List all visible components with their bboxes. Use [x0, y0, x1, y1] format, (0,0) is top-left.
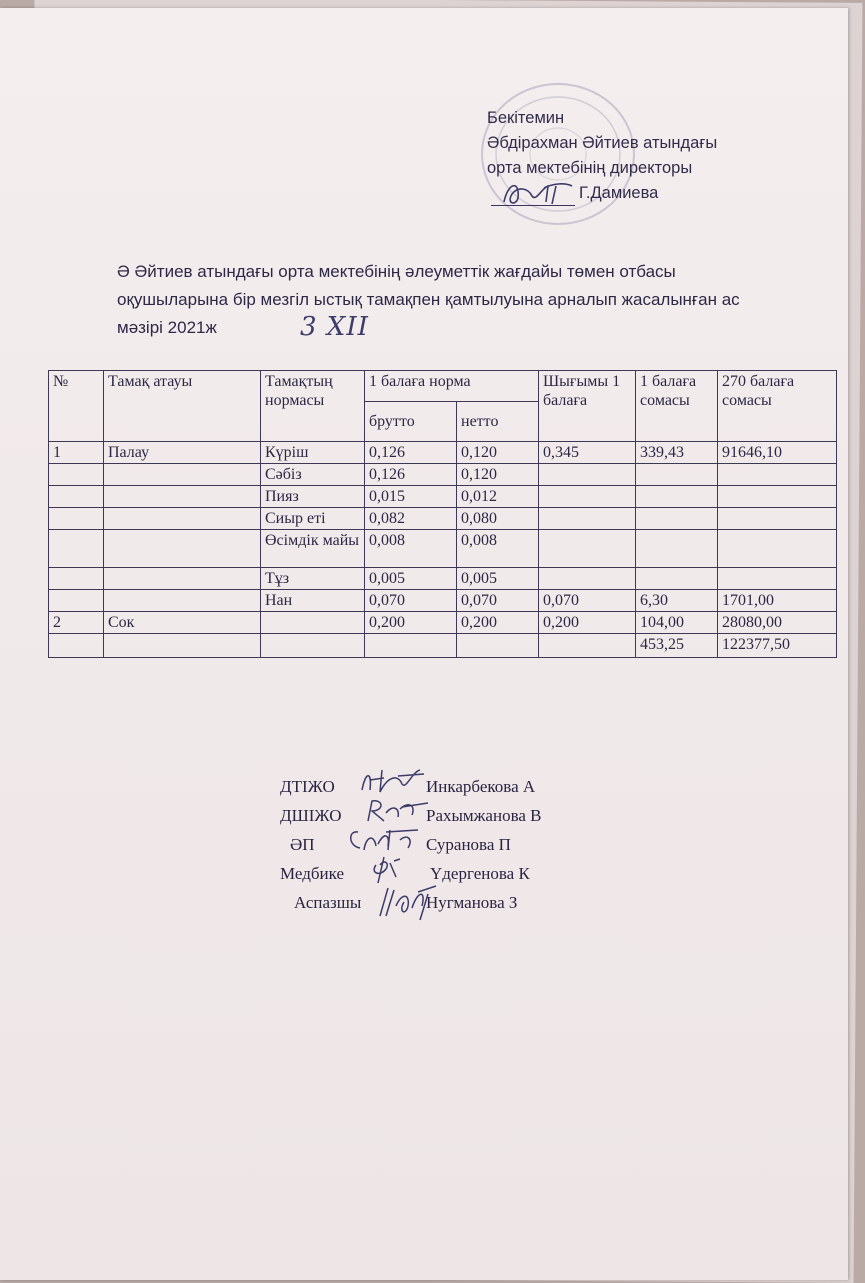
cell-netto: 0,080 [457, 508, 539, 530]
cell-sum1 [636, 464, 718, 486]
cell-expense [539, 530, 636, 568]
signatory-role: Аспазшы [294, 893, 362, 912]
cell-expense [539, 464, 636, 486]
director-signature [498, 176, 582, 210]
cell-no: 1 [49, 442, 104, 464]
table-row [49, 590, 837, 612]
cell-item: Нан [261, 590, 365, 612]
cell-item: Сәбіз [261, 464, 365, 486]
cell-brutto: 0,200 [365, 612, 457, 634]
cell-sum1 [636, 530, 718, 568]
header-norm: Тамақтың нормасы [261, 371, 365, 442]
cell-sum270: 1701,00 [718, 590, 837, 612]
menu-table [48, 370, 837, 658]
signature [358, 766, 428, 798]
cell-brutto: 0,070 [365, 590, 457, 612]
table-row [49, 530, 837, 568]
table-row [49, 464, 837, 486]
cell-sum1: 339,43 [636, 442, 718, 464]
signatory-name: Рахымжанова В [426, 806, 542, 825]
cell-netto: 0,120 [457, 464, 539, 486]
cell-no [49, 464, 104, 486]
cell-brutto: 0,126 [365, 442, 457, 464]
cell-item [261, 612, 365, 634]
cell-name [104, 508, 261, 530]
cell-expense: 0,345 [539, 442, 636, 464]
cell-netto: 0,070 [457, 590, 539, 612]
header-no: № [49, 371, 104, 442]
cell-brutto: 0,126 [365, 464, 457, 486]
cell-expense [539, 568, 636, 590]
director-name: Г.Дамиева [579, 184, 659, 202]
approval-line-1: Бекітемин [487, 109, 565, 127]
cell-name [104, 530, 261, 568]
cell-sum1: 104,00 [636, 612, 718, 634]
signature [344, 824, 424, 856]
cell-brutto [365, 634, 457, 658]
cell-no [49, 486, 104, 508]
cell-no [49, 530, 104, 568]
cell-sum270: 91646,10 [718, 442, 837, 464]
cell-no: 2 [49, 612, 104, 634]
cell-expense: 0,200 [539, 612, 636, 634]
header-netto: нетто [457, 402, 539, 442]
cell-item: Өсімдік майы [261, 530, 365, 568]
cell-sum270 [718, 568, 837, 590]
cell-name [104, 464, 261, 486]
cell-sum270 [718, 486, 837, 508]
signatory-name: Нугманова З [426, 893, 518, 912]
cell-name [104, 568, 261, 590]
table-row [49, 508, 837, 530]
cell-name: Сок [104, 612, 261, 634]
cell-no [49, 508, 104, 530]
cell-sum270 [718, 508, 837, 530]
document-page [0, 8, 848, 1280]
cell-sum1 [636, 486, 718, 508]
signatory-role: ДШІЖО [280, 806, 342, 825]
header-sum1: 1 балаға сомасы [636, 371, 718, 442]
cell-netto: 0,008 [457, 530, 539, 568]
signature [362, 795, 432, 827]
cell-brutto: 0,082 [365, 508, 457, 530]
cell-netto: 0,012 [457, 486, 539, 508]
cell-sum1: 453,25 [636, 634, 718, 658]
approval-line-2: Әбдірахман Әйтиев атындағы [487, 134, 718, 152]
signatory-name: Суранова П [426, 835, 511, 854]
header-per-child: 1 балаға норма [365, 371, 539, 402]
cell-item: Күріш [261, 442, 365, 464]
cell-sum1 [636, 568, 718, 590]
header-expense: Шығымы 1 балаға [539, 371, 636, 442]
cell-name [104, 590, 261, 612]
header-sum270: 270 балаға сомасы [718, 371, 837, 442]
cell-netto: 0,200 [457, 612, 539, 634]
cell-sum270 [718, 464, 837, 486]
cell-item: Тұз [261, 568, 365, 590]
cell-netto [457, 634, 539, 658]
signatory-role: Медбике [280, 864, 344, 883]
cell-brutto: 0,005 [365, 568, 457, 590]
cell-item [261, 634, 365, 658]
header-name: Тамақ атауы [104, 371, 261, 442]
table-row [49, 486, 837, 508]
cell-expense [539, 508, 636, 530]
table-row [49, 634, 837, 658]
signatory-name: Инкарбекова А [426, 777, 536, 796]
cell-sum270 [718, 530, 837, 568]
table-row [49, 442, 837, 464]
cell-sum1: 6,30 [636, 590, 718, 612]
cell-expense [539, 634, 636, 658]
cell-expense [539, 486, 636, 508]
table-header-row [49, 371, 837, 402]
cell-no [49, 590, 104, 612]
cell-no [49, 634, 104, 658]
signatory-role: ӘП [290, 835, 315, 854]
cell-item: Сиыр еті [261, 508, 365, 530]
cell-sum270: 28080,00 [718, 612, 837, 634]
table-row [49, 612, 837, 634]
approval-line-3: орта мектебінің директоры [487, 159, 693, 177]
cell-sum1 [636, 508, 718, 530]
document-title: Ә Әйтиев атындағы орта мектебінің әлеуметтік жағдайы төмен отбасы оқушыларына бір мезгіл ыстық тамақпен қамтылуына арналып жасалынған ас мәзірі 2021ж [117, 262, 740, 337]
header-brutto: брутто [365, 402, 457, 442]
cell-name [104, 634, 261, 658]
cell-sum270: 122377,50 [718, 634, 837, 658]
cell-netto: 0,120 [457, 442, 539, 464]
cell-brutto: 0,008 [365, 530, 457, 568]
cell-brutto: 0,015 [365, 486, 457, 508]
cell-item: Пияз [261, 486, 365, 508]
signatory-name: Үдергенова К [430, 864, 530, 883]
cell-name: Палау [104, 442, 261, 464]
cell-name [104, 486, 261, 508]
signatory-role: ДТІЖО [280, 777, 335, 796]
cell-netto: 0,005 [457, 568, 539, 590]
cell-expense: 0,070 [539, 590, 636, 612]
table-row [49, 568, 837, 590]
cell-no [49, 568, 104, 590]
handwritten-date: 3 ХII [300, 312, 369, 342]
